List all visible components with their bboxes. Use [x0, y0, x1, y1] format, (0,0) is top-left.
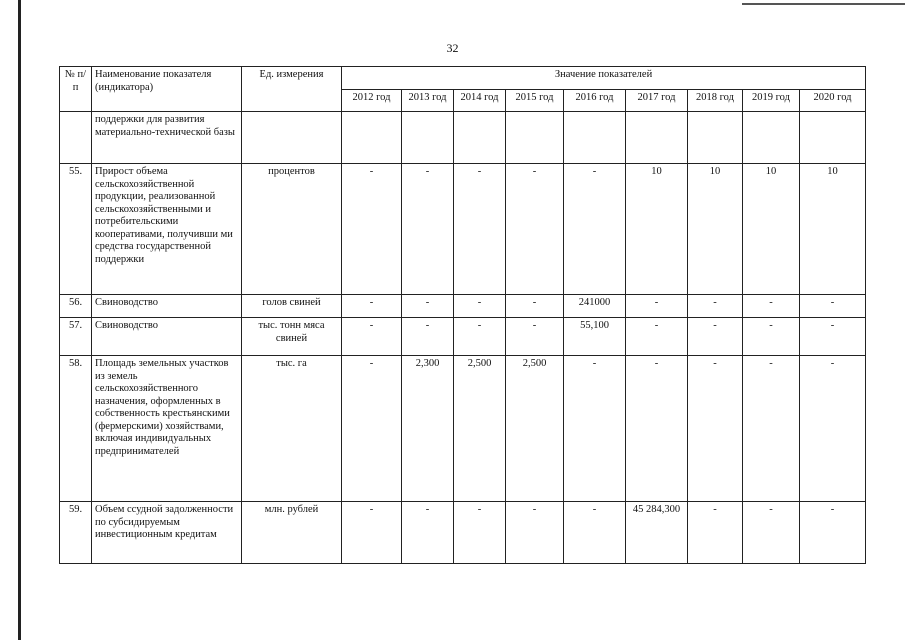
- row-value: [506, 112, 564, 164]
- table-row: [60, 502, 866, 564]
- row-value: -: [342, 502, 402, 564]
- row-num: [60, 112, 92, 164]
- table-row: [60, 112, 866, 164]
- header-num: № п/п: [60, 67, 92, 112]
- header-year: 2018 год: [688, 90, 743, 112]
- top-margin-rule: [742, 3, 905, 5]
- row-value: [626, 112, 688, 164]
- row-unit: млн. рублей: [242, 502, 342, 564]
- row-value: -: [342, 356, 402, 502]
- row-value: -: [454, 295, 506, 318]
- header-year: 2012 год: [342, 90, 402, 112]
- row-value: -: [688, 295, 743, 318]
- row-value: -: [800, 295, 866, 318]
- header-year: 2016 год: [564, 90, 626, 112]
- row-name: Прирост объема сельскохозяйственной продукции, реализованной сельскохозяйственными и потребительскими кооперативами, получивши ми средства государственной поддержки: [92, 164, 242, 295]
- row-value: -: [454, 318, 506, 356]
- row-value: -: [564, 356, 626, 502]
- table-row: [60, 295, 866, 318]
- row-name: Площадь земельных участков из земель сельскохозяйственного назначения, оформленных в собственность крестьянскими (фермерскими) хозяйствами, включая индивидуальных предпринимателей: [92, 356, 242, 502]
- header-year: 2015 год: [506, 90, 564, 112]
- row-value: [743, 112, 800, 164]
- row-value: 10: [688, 164, 743, 295]
- row-num: 57.: [60, 318, 92, 356]
- row-value: -: [402, 164, 454, 295]
- row-value: -: [454, 502, 506, 564]
- row-value: 10: [743, 164, 800, 295]
- row-value: -: [506, 318, 564, 356]
- header-year: 2014 год: [454, 90, 506, 112]
- indicators-table: [59, 66, 866, 564]
- row-value: -: [564, 164, 626, 295]
- row-value: -: [506, 502, 564, 564]
- row-value: -: [800, 318, 866, 356]
- row-value: [688, 112, 743, 164]
- row-name: Свиноводство: [92, 318, 242, 356]
- row-value: [402, 112, 454, 164]
- row-value: 55,100: [564, 318, 626, 356]
- row-unit: [242, 112, 342, 164]
- row-value: -: [743, 502, 800, 564]
- table-row: [60, 164, 866, 295]
- header-year: 2013 год: [402, 90, 454, 112]
- row-value: -: [342, 318, 402, 356]
- row-value: -: [800, 502, 866, 564]
- header-unit: Ед. измерения: [242, 67, 342, 112]
- row-value: -: [506, 295, 564, 318]
- row-value: 10: [626, 164, 688, 295]
- row-value: -: [402, 295, 454, 318]
- row-value: -: [626, 318, 688, 356]
- table-header-row: [60, 67, 866, 90]
- row-value: -: [342, 164, 402, 295]
- row-value: 10: [800, 164, 866, 295]
- row-value: -: [454, 164, 506, 295]
- row-num: 55.: [60, 164, 92, 295]
- row-value: [454, 112, 506, 164]
- page-number: 32: [446, 41, 459, 55]
- header-year: 2019 год: [743, 90, 800, 112]
- row-value: -: [800, 356, 866, 502]
- row-name: Объем ссудной задолженности по субсидируемым инвестиционным кредитам: [92, 502, 242, 564]
- row-value: -: [402, 502, 454, 564]
- row-name: поддержки для развития материально-технической базы: [92, 112, 242, 164]
- header-year: 2020 год: [800, 90, 866, 112]
- row-value: -: [688, 356, 743, 502]
- row-name: Свиноводство: [92, 295, 242, 318]
- row-value: 45 284,300: [626, 502, 688, 564]
- row-value: [342, 112, 402, 164]
- row-num: 59.: [60, 502, 92, 564]
- row-unit: процентов: [242, 164, 342, 295]
- row-value: [800, 112, 866, 164]
- row-value: -: [626, 356, 688, 502]
- left-margin-rule: [18, 0, 21, 640]
- row-value: -: [688, 502, 743, 564]
- table-row: [60, 318, 866, 356]
- row-value: -: [688, 318, 743, 356]
- row-num: 56.: [60, 295, 92, 318]
- header-values-group: Значение показателей: [342, 67, 866, 90]
- row-value: -: [743, 318, 800, 356]
- header-year: 2017 год: [626, 90, 688, 112]
- row-value: -: [743, 295, 800, 318]
- row-value: -: [506, 164, 564, 295]
- row-value: -: [564, 502, 626, 564]
- row-value: -: [402, 318, 454, 356]
- row-unit: тыс. га: [242, 356, 342, 502]
- row-value: 241000: [564, 295, 626, 318]
- table-row: [60, 356, 866, 502]
- row-unit: тыс. тонн мяса свиней: [242, 318, 342, 356]
- row-value: 2,500: [454, 356, 506, 502]
- row-value: -: [626, 295, 688, 318]
- row-value: -: [342, 295, 402, 318]
- row-value: 2,300: [402, 356, 454, 502]
- row-value: -: [743, 356, 800, 502]
- row-unit: голов свиней: [242, 295, 342, 318]
- row-value: [564, 112, 626, 164]
- row-num: 58.: [60, 356, 92, 502]
- row-value: 2,500: [506, 356, 564, 502]
- header-name: Наименование показателя (индикатора): [92, 67, 242, 112]
